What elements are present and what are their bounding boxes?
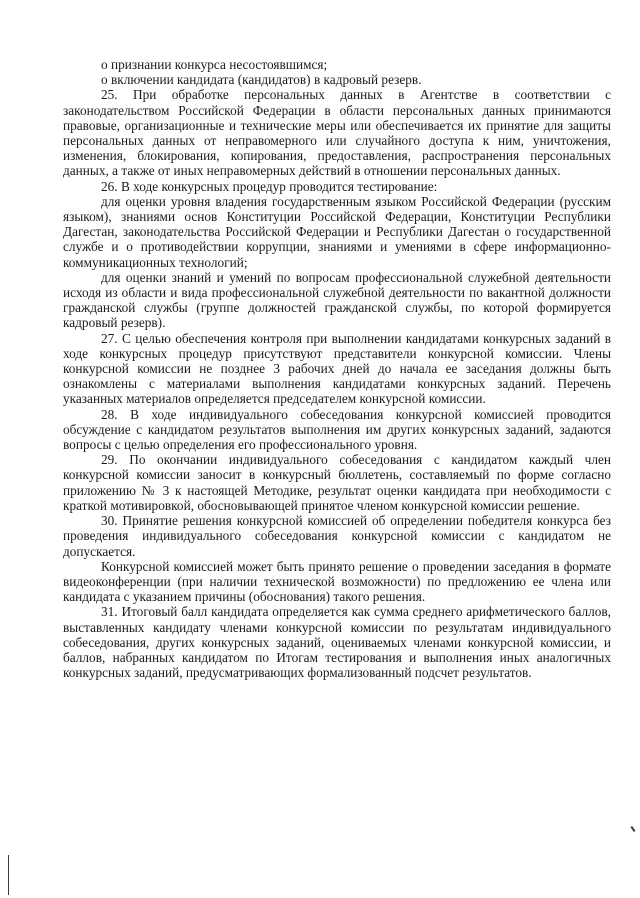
paragraph-26-item-1: для оценки уровня владения государственным языком Российской Федерации (русским языком), знаниями основ Конституции Российской Федерации, Конституции Республики Дагестан, законодательства Российской Федерации и Республики Дагестан о государственной службе и о противодействии коррупции, знаниями и умениями в сфере информационно-коммуникационных технологий; [63,193,611,270]
list-item-reserve: о включении кандидата (кандидатов) в кадровый резерв. [101,72,422,88]
paragraph-30: 30. Принятие решения конкурсной комиссией об определении победителя конкурса без проведения индивидуального собеседования конкурсной комиссии с кандидатом не допускается. [63,513,611,559]
paragraph-26-item-2: для оценки знаний и умений по вопросам профессиональной служебной деятельности исходя из области и вида профессиональной служебной деятельности по вакантной должности гражданской службы (группе должностей гражданской службы, по которой формируется кадровый резерв). [63,269,611,331]
paragraph-27: 27. С целью обеспечения контроля при выполнении кандидатами конкурсных заданий в ходе конкурсных процедур присутствуют представители конкурсной комиссии. Члены конкурсной комиссии не позднее 3 рабочих дней до начала ее заседания должны быть ознакомлены с материалами выполнения кандидатами конкурсных заданий. Перечень указанных материалов определяется председателем конкурсной комиссии. [63,330,611,407]
scan-edge-mark [8,855,9,895]
paragraph-28: 28. В ходе индивидуального собеседования конкурсной комиссией проводится обсуждение с кандидатом результатов выполнения им других конкурсных заданий, задаются вопросы с целью определения его профессионального уровня. [63,406,611,453]
paragraph-30-continued: Конкурсной комиссией может быть принято решение о проведении заседания в формате видеоконференции (при наличии технической возможности) по предложению ее члена или кандидата с указанием причины (обоснования) такого решения. [63,558,611,605]
document-page [63,57,611,680]
scan-pen-mark [630,826,635,832]
paragraph-25: 25. При обработке персональных данных в Агентстве в соответствии с законодательством Российской Федерации в области персональных данных принимаются правовые, организационные и технические меры или обеспечивается их принятие для защиты персональных данных от неправомерного или случайного доступа к ним, уничтожения, изменения, блокирования, копирования, предоставления, распространения персональных данных, а также от иных неправомерных действий в отношении персональных данных. [63,87,611,179]
paragraph-29: 29. По окончании индивидуального собеседования с кандидатом каждый член конкурсной комиссии заносит в конкурсный бюллетень, составляемый по форме согласно приложению № 3 к настоящей Методике, результат оценки кандидата при необходимости с краткой мотивировкой, обосновывающей принятое членом конкурсной комиссии решение. [63,452,611,513]
list-item-declare-failed: о признании конкурса несостоявшимся; [101,57,328,72]
paragraph-31: 31. Итоговый балл кандидата определяется как сумма среднего арифметического баллов, выставленных кандидату членами конкурсной комиссии по результатам индивидуального собеседования, других конкурсных заданий, оцениваемых членами конкурсной комиссии, и баллов, набранных кандидатом по Итогам тестирования и выполнения иных аналогичных конкурсных заданий, предусматривающих формализованный подсчет результатов. [63,604,611,681]
paragraph-26: 26. В ходе конкурсных процедур проводится тестирование: [101,178,438,194]
